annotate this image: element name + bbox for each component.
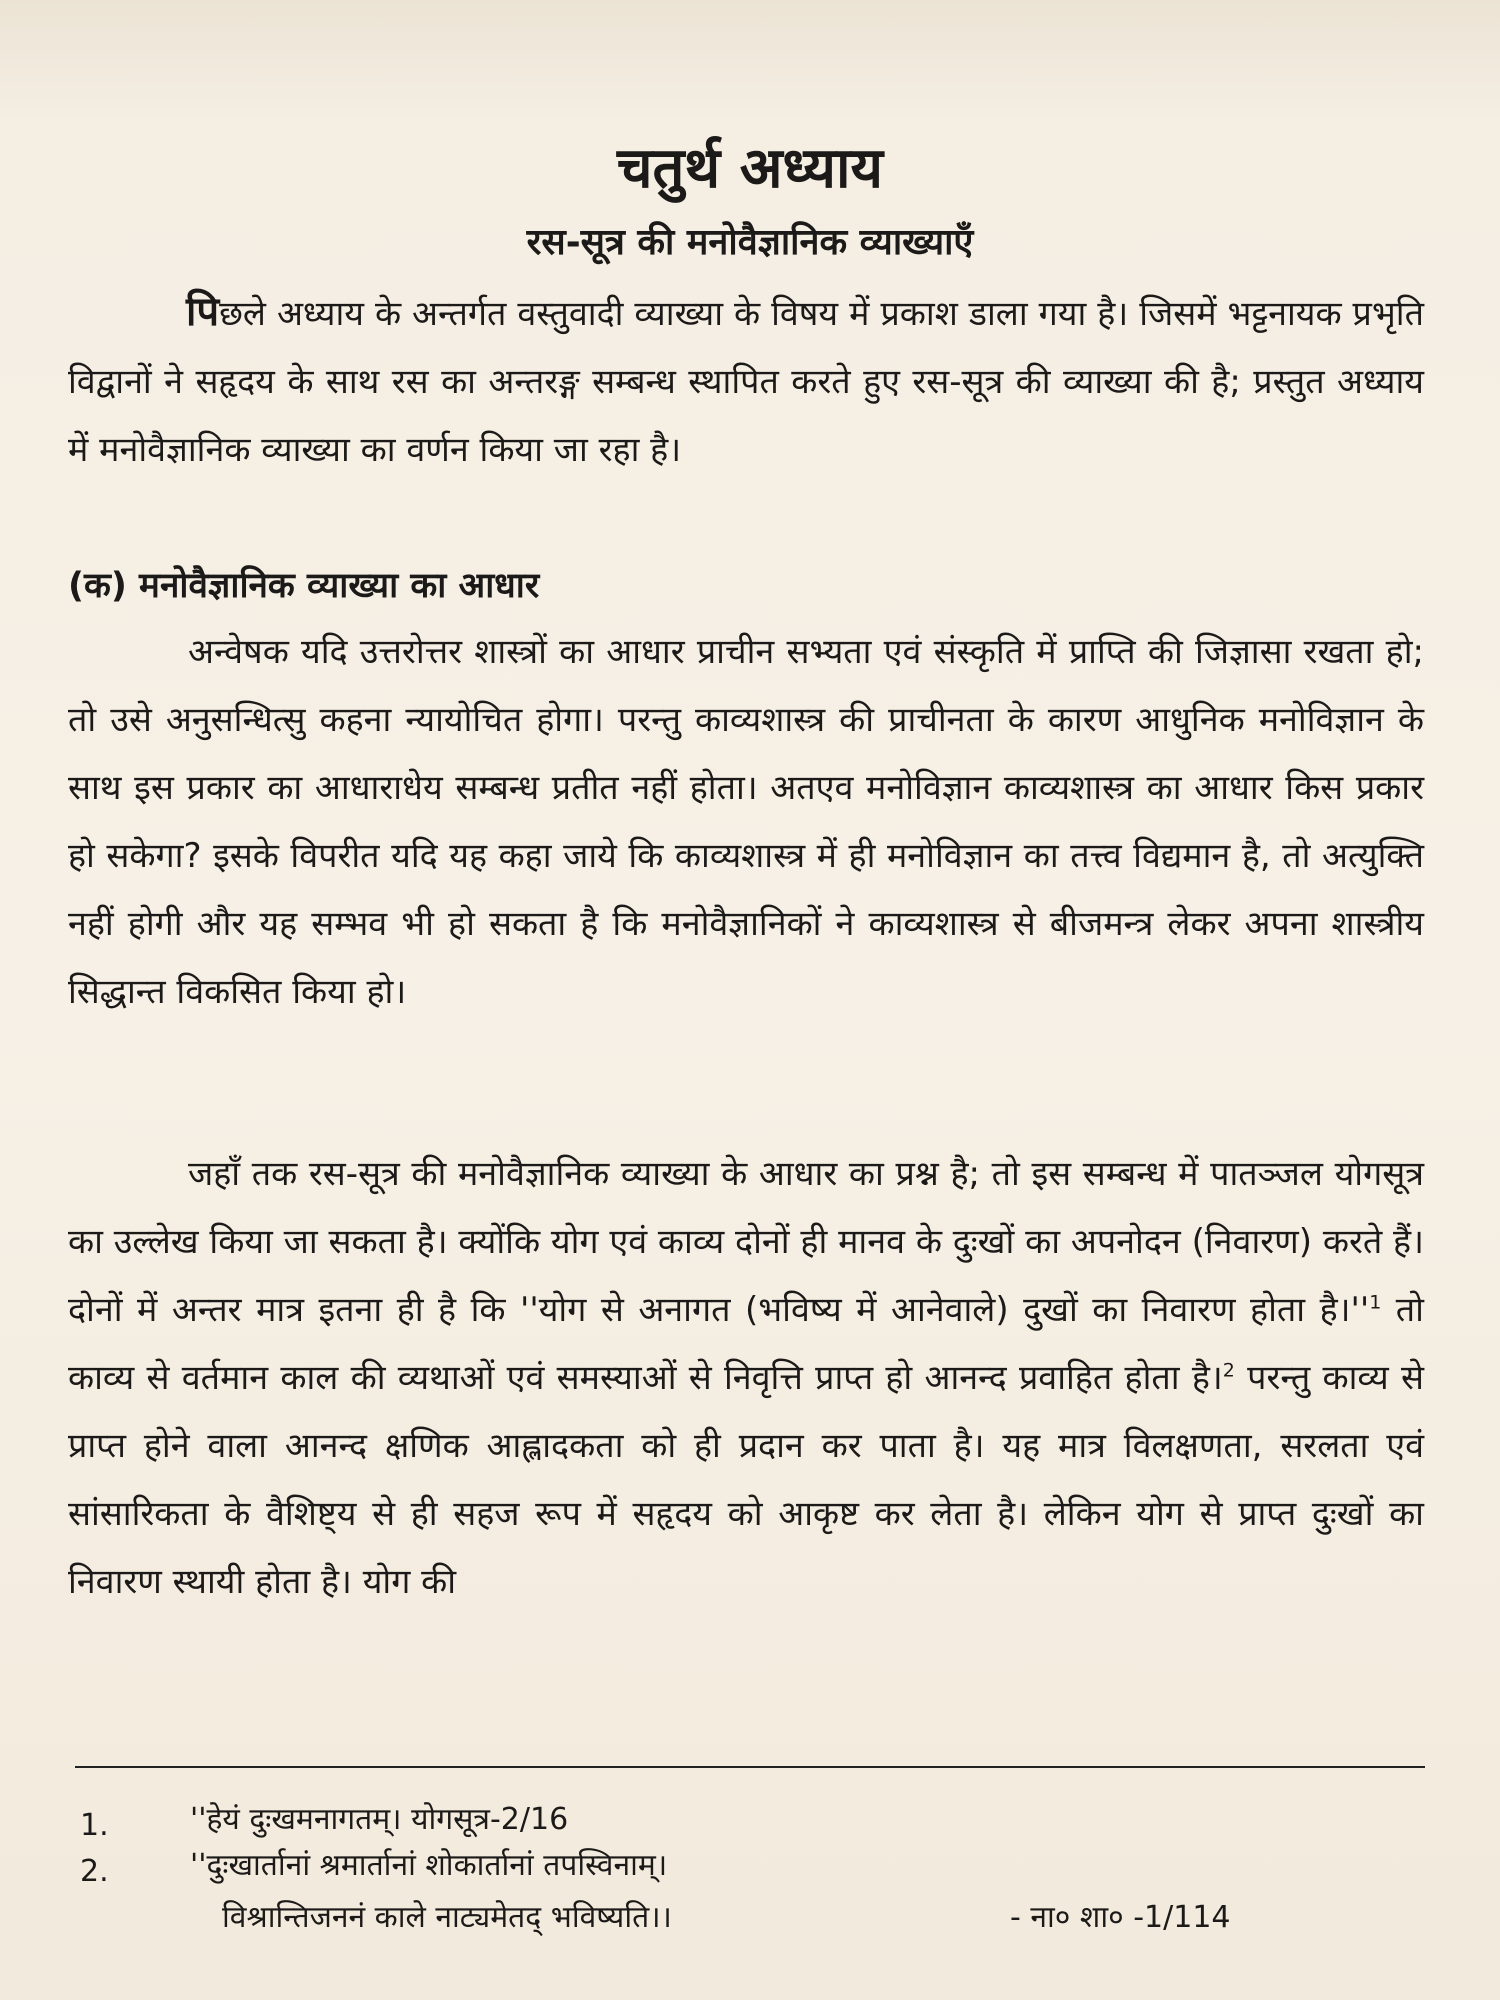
footnote-ref-1[interactable]: 1 bbox=[1369, 1291, 1382, 1314]
paragraph-yoga-part2: तो काव्य से वर्तमान काल की व्यथाओं एवं समस्याओं से निवृत्ति प्राप्त हो आनन्द प्रवाहित होता है। bbox=[68, 1290, 1424, 1398]
chapter-subtitle: रस-सूत्र की मनोवैज्ञानिक व्याख्याएँ bbox=[526, 222, 974, 263]
paragraph-basis: अन्वेषक यदि उत्तरोत्तर शास्त्रों का आधार प्राचीन सभ्यता एवं संस्कृति में प्राप्ति की जिज्ञासा रखता हो; तो उसे अनुसन्धित्सु कहना न्यायोचित होगा। परन्तु काव्यशास्त्र की प्राचीनता के कारण आधुनिक मनोविज्ञान के साथ इस प्रकार का आधाराधेय सम्बन्ध प्रतीत नहीं होता। अतएव मनोविज्ञान काव्यशास्त्र का आधार किस प्रकार हो सकेगा? इसके विपरीत यदि यह कहा जाये कि काव्यशास्त्र में ही मनोविज्ञान का तत्त्व विद्यमान है, तो अत्युक्ति नहीं होगी और यह सम्भव भी हो सकता है कि मनोवैज्ञानिकों ने काव्यशास्त्र से बीजमन्त्र लेकर अपना शास्त्रीय सिद्धान्त विकसित किया हो। bbox=[68, 632, 1424, 1012]
footnote-1-number: 1. bbox=[80, 1808, 109, 1843]
chapter-title: चतुर्थ अध्याय bbox=[616, 136, 884, 201]
paragraph-yoga-part3: परन्तु काव्य से प्राप्त होने वाला आनन्द क्षणिक आह्लादकता को ही प्रदान कर पाता है। यह मात्र विलक्षणता, सरलता एवं सांसारिकता के वैशिष्ट्य से ही सहज रूप में सहृदय को आकृष्ट कर लेता है। लेकिन योग से प्राप्त दुःखों का निवारण स्थायी होता है। योग की bbox=[68, 1358, 1424, 1602]
section-heading: (क) मनोवैज्ञानिक व्याख्या का आधार bbox=[68, 566, 540, 606]
paragraph-yoga bbox=[68, 1140, 1424, 1616]
paragraph-intro-text: छले अध्याय के अन्तर्गत वस्तुवादी व्याख्या के विषय में प्रकाश डाला गया है। जिसमें भट्टनायक प्रभृति विद्वानों ने सहृदय के साथ रस का अन्तरङ्ग सम्बन्ध स्थापित करते हुए रस-सूत्र की व्याख्या की है; प्रस्तुत अध्याय में मनोवैज्ञानिक व्याख्या का वर्णन किया जा रहा है। bbox=[68, 294, 1424, 470]
footnote-1-text: ''हेयं दुःखमनागतम्। योगसूत्र-2/16 bbox=[190, 1802, 569, 1837]
paragraph-intro bbox=[68, 278, 1424, 484]
footnote-ref-2[interactable]: 2 bbox=[1222, 1359, 1235, 1382]
footnote-2-line1: ''दुःखार्तानां श्रमार्तानां शोकार्तानां तपस्विनाम्। bbox=[190, 1848, 668, 1883]
paragraph-yoga-part1: जहाँ तक रस-सूत्र की मनोवैज्ञानिक व्याख्या के आधार का प्रश्न है; तो इस सम्बन्ध में पातञ्जल योगसूत्र का उल्लेख किया जा सकता है। क्योंकि योग एवं काव्य दोनों ही मानव के दुःखों का अपनोदन (निवारण) करते हैं। दोनों में अन्तर मात्र इतना ही है कि ''योग से अनागत (भविष्य में आनेवाले) दुखों का निवारण होता है।'' bbox=[68, 1154, 1424, 1330]
drop-cap: पि bbox=[186, 289, 220, 335]
footnote-divider bbox=[75, 1766, 1425, 1768]
footnote-2-number: 2. bbox=[80, 1854, 109, 1889]
footnote-2-reference: - ना० शा० -1/114 bbox=[1010, 1900, 1231, 1935]
footnote-2-line2: विश्रान्तिजननं काले नाट्यमेतद् भविष्यति।। bbox=[222, 1900, 672, 1935]
